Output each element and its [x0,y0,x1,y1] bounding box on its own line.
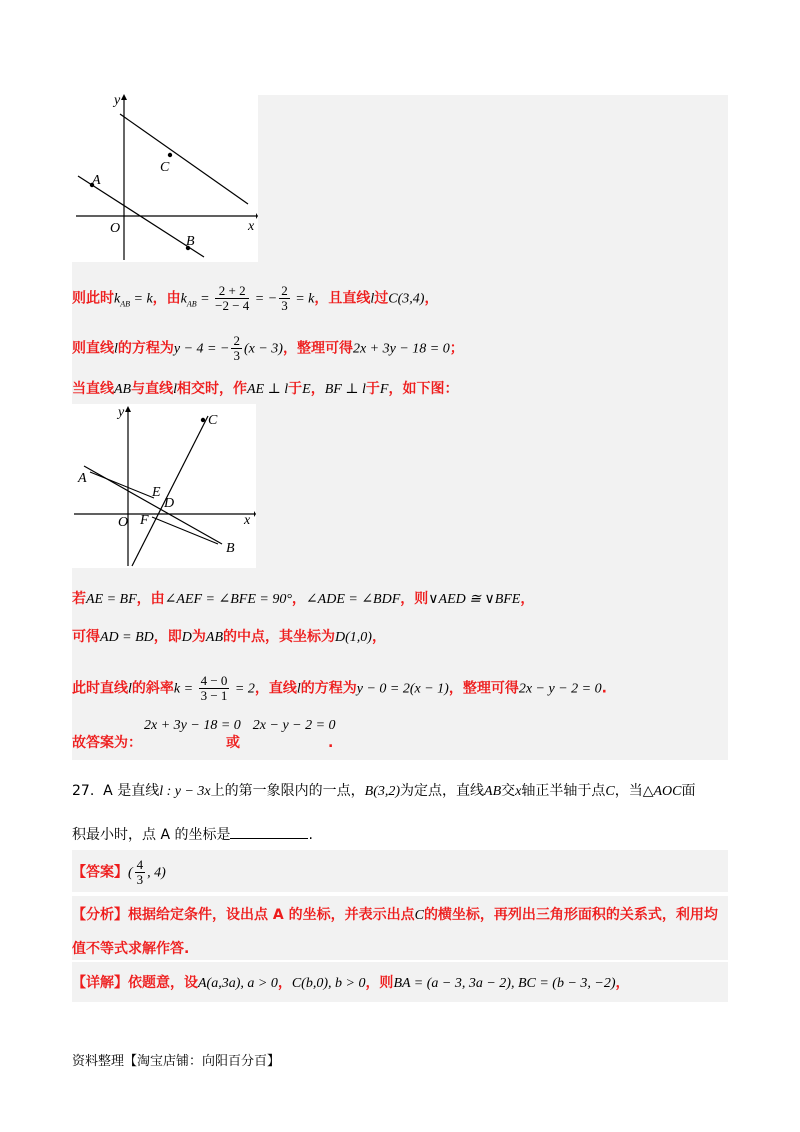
fig2-origin-label: O [118,515,129,530]
solution-line-1: 则此时$k_{AB} = k$，由$k_{AB}$ = $\frac{2 + 2}{-2 - 4}$ = − $\frac{2}{3}$ = k，且直线l过C(3,4)， [72,283,439,313]
fig1-origin-label: O [110,221,121,236]
fig1-point-c-label: C [160,160,170,175]
fig2-point-f-label: F [140,513,149,528]
solution-line-7: 故答案为： 或 . [72,735,334,751]
question-27-line-2: 积最小时，点 A 的坐标是 . [72,827,313,843]
answer-line: 【答案】( $\frac{4}{3}$ , 4) [72,857,166,887]
solution-line-3: 当直线AB与直线l相交时，作AE ⊥ l于E，BF ⊥ l于F，如下图： [72,381,459,397]
answer-equations: 2x + 3y − 18 = 0 2x − y − 2 = 0 [144,718,336,733]
solution-line-5: 可得AD = BD，即D为AB的中点，其坐标为D(1,0)， [72,629,386,645]
answer-blank[interactable] [230,826,308,839]
fig1-x-label: x [248,219,255,234]
analysis-line-2: 值不等式求解作答. [72,941,190,957]
answer-box [72,850,728,892]
question-27-line-1: 27. A 是直线l : y − 3x上的第一象限内的一点，B(3,2)为定点，直线AB交x轴正半轴于点C，当△AOC面 [72,783,696,799]
fig2-point-b-label: B [226,541,235,556]
fig2-point-e-label: E [152,485,161,500]
footer-text: 资料整理【淘宝店铺：向阳百分百】 [72,1054,281,1069]
fig2-point-a-label: A [78,471,87,486]
solution-line-4: 若AE = BF，由∠AEF = ∠BFE = 90°，∠ADE = ∠BDF，则∨AED ≅ ∨BFE， [72,591,535,607]
analysis-line-1: 【分析】根据给定条件，设出点 A 的坐标，并表示出点C的横坐标，再列出三角形面积的关系式，利用均 [72,907,718,923]
solution-line-6: 此时直线l的斜率k = $\frac{4 - 0}{3 - 1}$ = 2，直线l的方程为y − 0 = 2(x − 1)，整理可得2x − y − 2 = 0. [72,673,607,703]
fig2-y-label: y [118,405,125,420]
fig1-point-a-label: A [92,173,101,188]
fig2-point-c-label: C [208,413,218,428]
fig2-point-d-label: D [164,496,175,511]
solution-line-2: 则直线l的方程为y − 4 = − $\frac{2}{3}$ (x − 3)，整理可得2x + 3y − 18 = 0； [72,333,464,363]
fig2-x-label: x [244,513,251,528]
fig1-y-label: y [114,93,121,108]
fig1-point-b-label: B [186,234,195,249]
figure-2 [72,404,256,568]
figure-1 [72,92,258,262]
detail-line: 【详解】依题意，设A(a,3a), a > 0，C(b,0), b > 0，则BA = (a − 3, 3a − 2), BC = (b − 3, −2)， [72,975,630,991]
